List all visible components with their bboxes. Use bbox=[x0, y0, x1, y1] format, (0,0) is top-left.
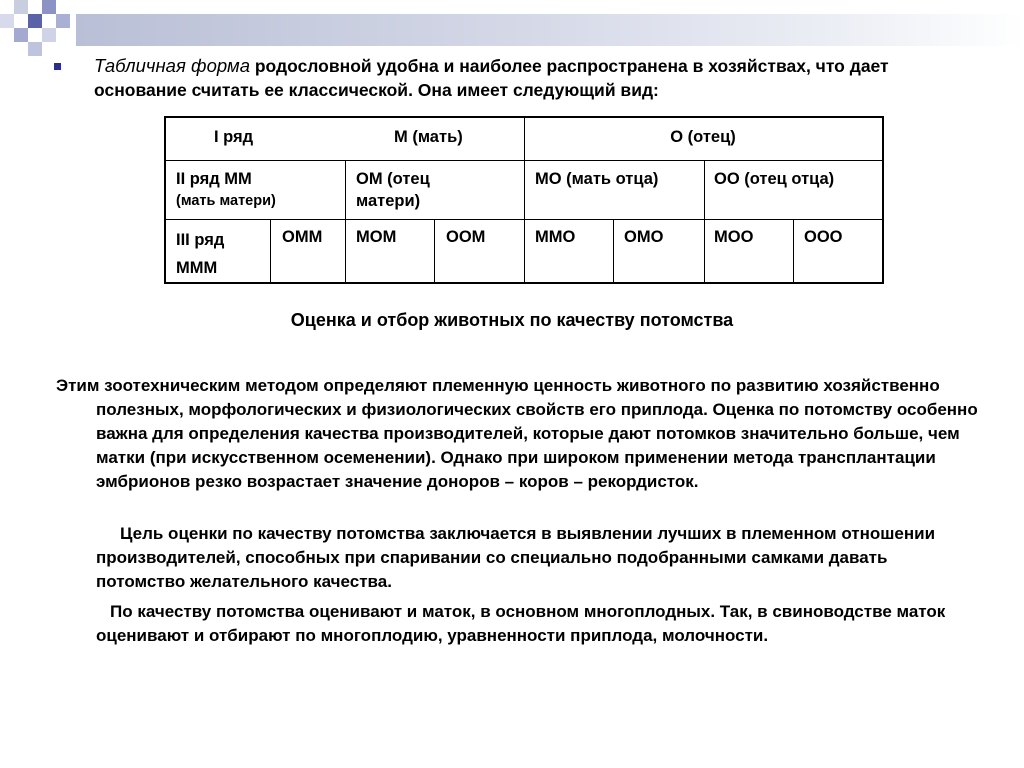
intro-rest: родословной удобна и наиболее распространена в хозяйствах, что дает основание считать ее классической. Она имеет следующий вид: bbox=[94, 56, 889, 100]
row3-cell: МОМ bbox=[356, 228, 397, 246]
row3-cell: ООМ bbox=[446, 228, 486, 246]
table-rule bbox=[270, 219, 271, 282]
row2-mo: МО (мать отца) bbox=[535, 170, 659, 188]
table-rule bbox=[524, 160, 525, 219]
decor-square bbox=[42, 28, 56, 42]
row3-label bbox=[176, 226, 268, 282]
paragraph-goal: Цель оценки по качеству потомства заключается в выявлении лучших в племенном отношении производителей, способных при спаривании со специально подобранными самками давать потомство желательного качества. bbox=[96, 524, 936, 591]
decor-square bbox=[14, 0, 28, 14]
row1-label: I ряд bbox=[214, 128, 254, 146]
row2-label bbox=[176, 168, 341, 212]
decor-square bbox=[42, 0, 56, 14]
decor-square bbox=[28, 42, 42, 56]
pedigree-table bbox=[164, 116, 884, 284]
table-rule bbox=[704, 160, 705, 219]
decor-square bbox=[0, 14, 14, 28]
header-gradient-band bbox=[76, 14, 1024, 46]
paragraph-method: Этим зоотехническим методом определяют племенную ценность животного по развитию хозяйственно полезных, морфологических и физиологических свойств его приплода. Оценка по потомству особенно важна для определения качества производителей, которые дают потомков значительно больше, чем матки (при искусственном осеменении). Однако при широком применении метода трансплантации эмбрионов резко возрастает значение доноров – коров – рекордисток. bbox=[56, 376, 978, 491]
table-rule bbox=[704, 219, 705, 282]
bullet-square-icon bbox=[54, 63, 61, 70]
table-rule bbox=[524, 219, 525, 282]
row2-om: ОМ (отец матери) bbox=[356, 170, 430, 210]
paragraph-females: По качеству потомства оценивают и маток, в основном многоплодных. Так, в свиноводстве маток оценивают и отбирают по многоплодию, уравненности приплода, молочности. bbox=[96, 602, 946, 645]
intro-bullet bbox=[54, 54, 984, 102]
table-rule bbox=[345, 160, 346, 219]
table-rule bbox=[434, 219, 435, 282]
table-rule bbox=[793, 219, 794, 282]
decor-square bbox=[56, 14, 70, 28]
decor-square bbox=[14, 28, 28, 42]
row2-oo: ОО (отец отца) bbox=[714, 170, 835, 188]
row1-father: О (отец) bbox=[670, 128, 736, 146]
row3-cell: МОО bbox=[714, 228, 754, 246]
row3-label-main: III ряд bbox=[176, 231, 225, 249]
row3-cell: ММО bbox=[535, 228, 576, 246]
row2-label-note: (мать матери) bbox=[176, 193, 276, 209]
row3-cell: ООО bbox=[804, 228, 843, 246]
row2-label-main: II ряд ММ bbox=[176, 170, 252, 188]
decor-square bbox=[28, 14, 42, 28]
row3-cell: ОММ bbox=[282, 228, 323, 246]
row3-label-mmm: ММM bbox=[176, 259, 218, 277]
table-rule bbox=[345, 219, 346, 282]
intro-italic-lead: Табличная форма bbox=[94, 55, 250, 76]
intro-text bbox=[94, 54, 984, 102]
table-rule bbox=[613, 219, 614, 282]
row1-mother: М (мать) bbox=[394, 128, 463, 146]
row3-cell: ОМО bbox=[624, 228, 664, 246]
section-title: Оценка и отбор животных по качеству потомства bbox=[290, 310, 734, 330]
